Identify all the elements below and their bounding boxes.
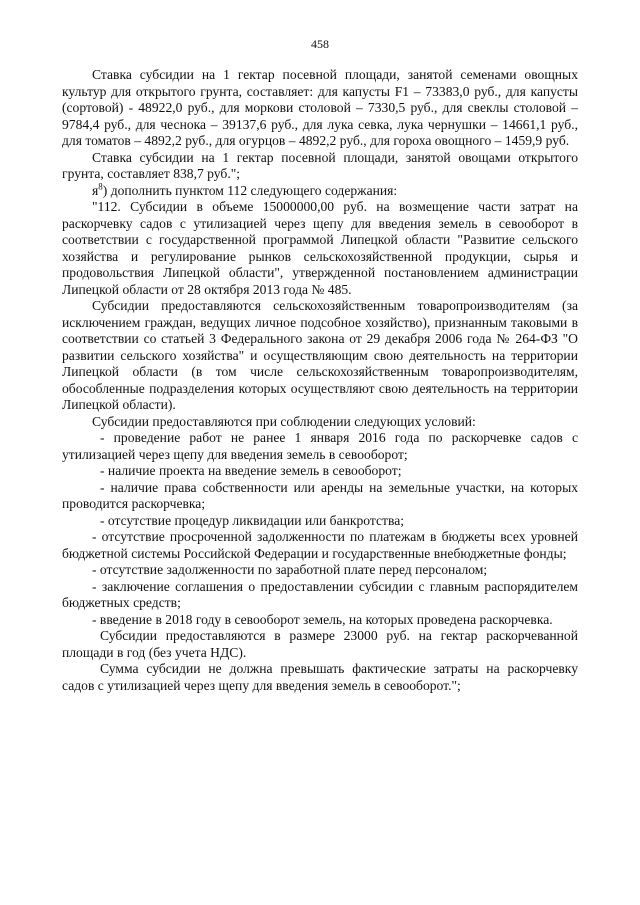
condition-2018-rotation: - введение в 2018 году в севооборот земель, на которых проведена раскорчевка. xyxy=(92,611,553,627)
paragraph-subsidy-limit: Сумма субсидии не должна превышать фактические затраты на раскорчевку садов с утилизацией через щепу для введения земель в севооборот."; xyxy=(62,661,578,693)
paragraph-subsidy-rate: Субсидии предоставляются в размере 23000 руб. на гектар раскорчеванной площади в год (без учета НДС). xyxy=(62,628,578,660)
document-body xyxy=(62,67,578,694)
condition-no-wage-debt: - отсутствие задолженности по заработной плате перед персоналом; xyxy=(92,562,488,577)
paragraph-point-112: "112. Субсидии в объеме 15000000,00 руб. на возмещение части затрат на раскорчевку садов с утилизацией через щепу для введения земель в севооборот в соответствии с государственной программой Липецкой области "Развитие сельского хозяйства и регулирование рынков сельскохозяйственной продукции, сырья и продовольствия Липецкой области", утвержденной постановлением администрации Липецкой области от 28 октября 2013 года № 485. xyxy=(62,199,578,297)
paragraph-vegetable-seed-rates: Ставка субсидии на 1 гектар посевной площади, занятой семенами овощных культур для открытого грунта, составляет: для капусты F1 – 73383,0 руб., для капусты (сортовой) - 48922,0 руб., для моркови столовой – 7330,5 руб., для свеклы столовой – 9784,4 руб., для чеснока – 39137,6 руб., для лука севка, лука чернушки – 14661,1 руб., для томатов – 4892,2 руб., для огурцов – 4892,2 руб., для гороха овощного – 1459,9 руб. xyxy=(62,67,578,148)
condition-no-tax-debt: - отсутствие просроченной задолженности по платежам в бюджеты всех уровней бюджетной системы Российской Федерации и государственные внебюджетные фонды; xyxy=(62,529,578,561)
condition-no-bankruptcy: - отсутствие процедур ликвидации или банкротства; xyxy=(100,512,405,528)
page-number: 458 xyxy=(311,37,329,51)
amendment-superscript: 8 xyxy=(98,180,103,191)
paragraph-open-ground-rate: Ставка субсидии на 1 гектар посевной площади, занятой овощами открытого грунта, составляет 838,7 руб."; xyxy=(62,149,578,181)
paragraph-recipients: Субсидии предоставляются сельскохозяйственным товаропроизводителям (за исключением граждан, ведущих личное подсобное хозяйство), признанным таковыми в соответствии со статьей 3 Федерального закона от 29 декабря 2006 года № 264-ФЗ "О развитии сельского хозяйства" и осуществляющим свою деятельность на территории Липецкой области (в том числе сельскохозяйственным товаропроизводителям, обособленные подразделения которых осуществляют свою деятельность на территории Липецкой области). xyxy=(62,298,578,412)
paragraph-amendment-intro xyxy=(62,180,578,200)
condition-project: - наличие проекта на введение земель в севооборот; xyxy=(100,463,402,478)
amendment-letter: я xyxy=(92,182,99,198)
amendment-text: ) дополнить пунктом 112 следующего содержания: xyxy=(102,182,398,198)
paragraph-conditions-intro: Субсидии предоставляются при соблюдении следующих условий: xyxy=(92,413,476,429)
condition-land-rights: - наличие права собственности или аренды на земельные участки, на которых проводится раскорчевка; xyxy=(62,479,578,511)
condition-work-date: - проведение работ не ранее 1 января 2016 года по раскорчевке садов с утилизацией через щепу для введения земель в севооборот; xyxy=(62,430,578,462)
condition-agreement: - заключение соглашения о предоставлении субсидии с главным распорядителем бюджетных средств; xyxy=(62,578,578,610)
